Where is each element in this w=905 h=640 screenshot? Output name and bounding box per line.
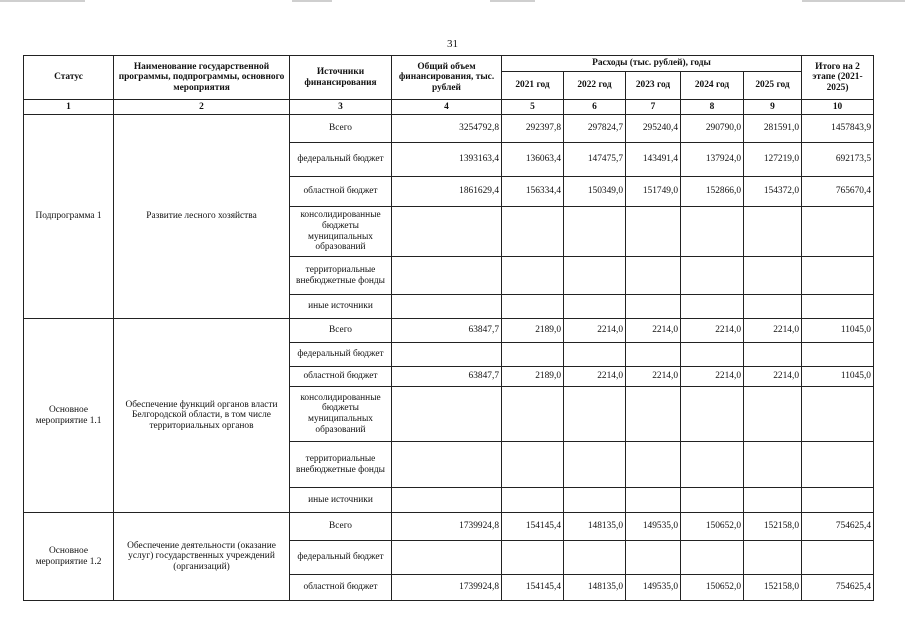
year-value-cell: 295240,4 <box>626 115 681 143</box>
total-volume-cell: 1861629,4 <box>392 177 502 207</box>
year-value-cell <box>681 343 744 367</box>
year-value-cell <box>681 207 744 257</box>
year-value-cell: 149535,0 <box>626 513 681 541</box>
year-value-cell: 151749,0 <box>626 177 681 207</box>
itogo-cell: 11045,0 <box>802 319 874 343</box>
year-value-cell: 137924,0 <box>681 143 744 177</box>
funding-source-cell: консолидированные бюджеты муниципальных образований <box>290 387 392 442</box>
header-itogo: Итого на 2 этапе (2021-2025) <box>802 56 874 100</box>
program-name-cell: Обеспечение функций органов власти Белгородской области, в том числе территориальных органов <box>114 319 290 513</box>
year-value-cell: 143491,4 <box>626 143 681 177</box>
year-value-cell: 2189,0 <box>502 367 564 387</box>
year-value-cell: 152866,0 <box>681 177 744 207</box>
header-total-volume: Общий объем финансирования, тыс. рублей <box>392 56 502 100</box>
year-value-cell: 136063,4 <box>502 143 564 177</box>
column-number: 9 <box>744 100 802 115</box>
total-volume-cell <box>392 257 502 295</box>
scan-edge-mark <box>802 0 905 2</box>
year-value-cell <box>681 541 744 575</box>
year-value-cell <box>626 488 681 513</box>
year-value-cell <box>744 387 802 442</box>
program-name-cell: Обеспечение деятельности (оказание услуг) государственных учреждений (организаций) <box>114 513 290 601</box>
year-value-cell <box>564 343 626 367</box>
total-volume-cell <box>392 343 502 367</box>
year-value-cell <box>681 488 744 513</box>
year-value-cell <box>564 207 626 257</box>
program-name-cell: Развитие лесного хозяйства <box>114 115 290 319</box>
year-value-cell <box>681 387 744 442</box>
year-value-cell <box>564 541 626 575</box>
table-header <box>24 56 874 115</box>
itogo-cell: 1457843,9 <box>802 115 874 143</box>
column-number: 3 <box>290 100 392 115</box>
year-value-cell <box>744 343 802 367</box>
year-value-cell <box>681 295 744 319</box>
itogo-cell <box>802 541 874 575</box>
year-value-cell <box>744 442 802 488</box>
year-value-cell <box>626 295 681 319</box>
year-value-cell <box>502 207 564 257</box>
year-value-cell: 2214,0 <box>744 319 802 343</box>
year-value-cell: 2214,0 <box>681 367 744 387</box>
table-body <box>24 115 874 601</box>
total-volume-cell: 1393163,4 <box>392 143 502 177</box>
year-value-cell <box>626 257 681 295</box>
year-value-cell: 152158,0 <box>744 575 802 601</box>
itogo-cell: 765670,4 <box>802 177 874 207</box>
scan-edge-mark <box>0 0 85 2</box>
year-value-cell: 290790,0 <box>681 115 744 143</box>
total-volume-cell <box>392 295 502 319</box>
header-year: 2022 год <box>564 72 626 100</box>
year-value-cell <box>502 295 564 319</box>
scan-edge-mark <box>292 0 332 2</box>
status-cell: Подпрограмма 1 <box>24 115 114 319</box>
year-value-cell <box>626 387 681 442</box>
year-value-cell <box>681 257 744 295</box>
column-number: 1 <box>24 100 114 115</box>
year-value-cell: 152158,0 <box>744 513 802 541</box>
year-value-cell <box>564 488 626 513</box>
year-value-cell <box>744 541 802 575</box>
header-expenses: Расходы (тыс. рублей), годы <box>502 56 802 72</box>
year-value-cell: 150349,0 <box>564 177 626 207</box>
total-volume-cell <box>392 442 502 488</box>
year-value-cell: 2214,0 <box>681 319 744 343</box>
funding-source-cell: областной бюджет <box>290 575 392 601</box>
year-value-cell: 154145,4 <box>502 575 564 601</box>
total-volume-cell <box>392 207 502 257</box>
funding-source-cell: федеральный бюджет <box>290 343 392 367</box>
year-value-cell <box>744 488 802 513</box>
year-value-cell <box>744 295 802 319</box>
column-number: 4 <box>392 100 502 115</box>
year-value-cell: 154145,4 <box>502 513 564 541</box>
column-number: 8 <box>681 100 744 115</box>
header-sources: Источники финансирования <box>290 56 392 100</box>
year-value-cell: 2214,0 <box>744 367 802 387</box>
funding-source-cell: территориальные внебюджетные фонды <box>290 257 392 295</box>
itogo-cell <box>802 257 874 295</box>
column-number: 5 <box>502 100 564 115</box>
total-volume-cell: 1739924,8 <box>392 513 502 541</box>
year-value-cell <box>626 343 681 367</box>
itogo-cell <box>802 343 874 367</box>
year-value-cell <box>626 442 681 488</box>
year-value-cell: 297824,7 <box>564 115 626 143</box>
year-value-cell: 2214,0 <box>564 319 626 343</box>
total-volume-cell: 63847,7 <box>392 367 502 387</box>
year-value-cell: 2214,0 <box>626 319 681 343</box>
year-value-cell <box>502 343 564 367</box>
itogo-cell <box>802 488 874 513</box>
total-volume-cell: 63847,7 <box>392 319 502 343</box>
column-number: 10 <box>802 100 874 115</box>
year-value-cell <box>744 257 802 295</box>
year-value-cell: 149535,0 <box>626 575 681 601</box>
year-value-cell <box>502 387 564 442</box>
status-cell: Основное мероприятие 1.1 <box>24 319 114 513</box>
year-value-cell <box>564 387 626 442</box>
itogo-cell: 692173,5 <box>802 143 874 177</box>
year-value-cell <box>626 207 681 257</box>
funding-source-cell: иные источники <box>290 488 392 513</box>
funding-source-cell: Всего <box>290 115 392 143</box>
total-volume-cell <box>392 541 502 575</box>
year-value-cell: 2189,0 <box>502 319 564 343</box>
funding-source-cell: территориальные внебюджетные фонды <box>290 442 392 488</box>
year-value-cell <box>502 541 564 575</box>
year-value-cell <box>681 442 744 488</box>
header-year: 2024 год <box>681 72 744 100</box>
page-number: 31 <box>447 38 458 50</box>
table-row <box>24 115 874 143</box>
year-value-cell: 150652,0 <box>681 513 744 541</box>
year-value-cell: 150652,0 <box>681 575 744 601</box>
funding-source-cell: консолидированные бюджеты муниципальных образований <box>290 207 392 257</box>
header-year: 2021 год <box>502 72 564 100</box>
funding-source-cell: иные источники <box>290 295 392 319</box>
funding-source-cell: областной бюджет <box>290 177 392 207</box>
column-number: 6 <box>564 100 626 115</box>
itogo-cell <box>802 295 874 319</box>
year-value-cell <box>564 257 626 295</box>
funding-source-cell: областной бюджет <box>290 367 392 387</box>
header-status: Статус <box>24 56 114 100</box>
itogo-cell <box>802 442 874 488</box>
itogo-cell: 754625,4 <box>802 575 874 601</box>
year-value-cell: 147475,7 <box>564 143 626 177</box>
itogo-cell: 11045,0 <box>802 367 874 387</box>
table-row <box>24 319 874 343</box>
header-year: 2025 год <box>744 72 802 100</box>
funding-source-cell: Всего <box>290 319 392 343</box>
year-value-cell: 156334,4 <box>502 177 564 207</box>
column-number: 2 <box>114 100 290 115</box>
status-cell: Основное мероприятие 1.2 <box>24 513 114 601</box>
year-value-cell <box>564 442 626 488</box>
itogo-cell <box>802 387 874 442</box>
year-value-cell: 2214,0 <box>564 367 626 387</box>
total-volume-cell <box>392 387 502 442</box>
year-value-cell: 148135,0 <box>564 513 626 541</box>
year-value-cell: 148135,0 <box>564 575 626 601</box>
funding-source-cell: федеральный бюджет <box>290 143 392 177</box>
scan-edge-mark <box>490 0 535 2</box>
funding-source-cell: Всего <box>290 513 392 541</box>
year-value-cell: 154372,0 <box>744 177 802 207</box>
year-value-cell: 281591,0 <box>744 115 802 143</box>
itogo-cell <box>802 207 874 257</box>
year-value-cell <box>626 541 681 575</box>
year-value-cell: 127219,0 <box>744 143 802 177</box>
header-name: Наименование государственной программы, подпрограммы, основного мероприятия <box>114 56 290 100</box>
year-value-cell <box>744 207 802 257</box>
total-volume-cell <box>392 488 502 513</box>
year-value-cell <box>502 442 564 488</box>
budget-table <box>23 55 874 601</box>
funding-source-cell: федеральный бюджет <box>290 541 392 575</box>
table-row <box>24 513 874 541</box>
total-volume-cell: 1739924,8 <box>392 575 502 601</box>
year-value-cell: 2214,0 <box>626 367 681 387</box>
year-value-cell <box>502 257 564 295</box>
year-value-cell: 292397,8 <box>502 115 564 143</box>
total-volume-cell: 3254792,8 <box>392 115 502 143</box>
year-value-cell <box>502 488 564 513</box>
year-value-cell <box>564 295 626 319</box>
column-number: 7 <box>626 100 681 115</box>
header-year: 2023 год <box>626 72 681 100</box>
itogo-cell: 754625,4 <box>802 513 874 541</box>
